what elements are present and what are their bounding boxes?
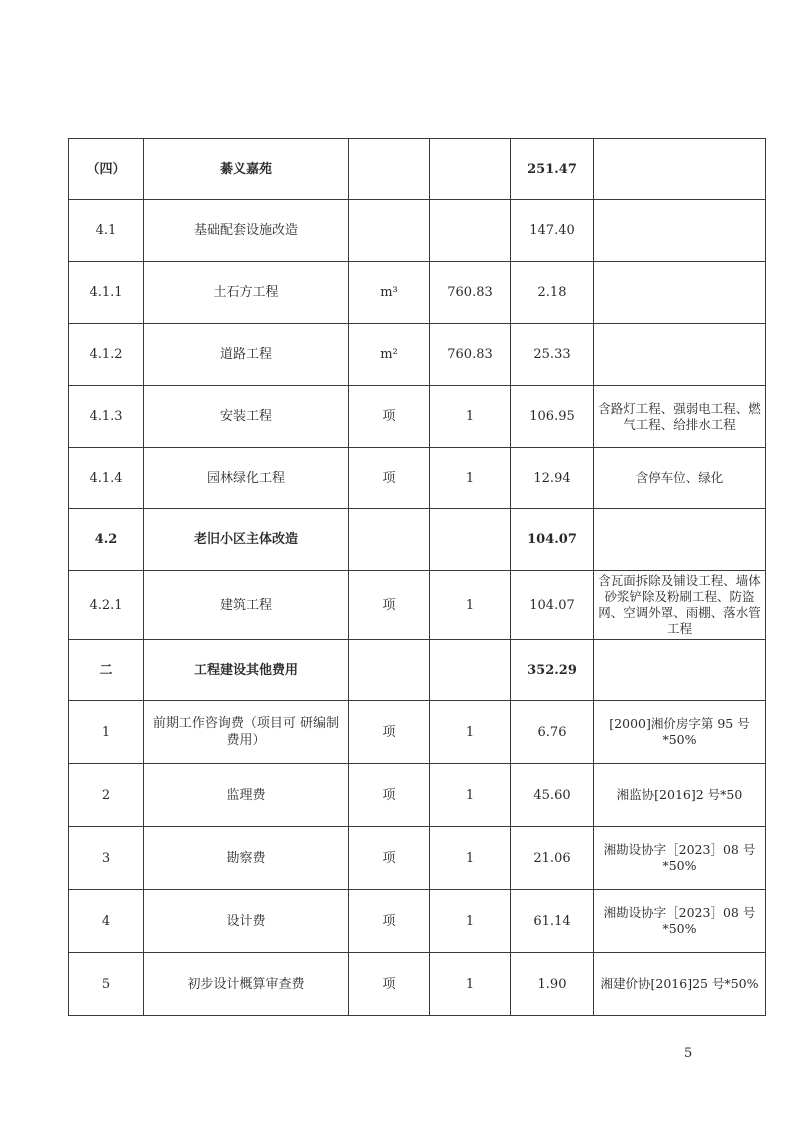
item-amount: 12.94 [511, 448, 594, 509]
item-amount: 147.40 [511, 200, 594, 262]
item-number: 3 [69, 827, 144, 890]
item-amount: 45.60 [511, 764, 594, 827]
item-unit [349, 139, 430, 200]
cost-table [68, 138, 766, 1016]
item-quantity: 1 [430, 827, 511, 890]
item-number: （四） [69, 139, 144, 200]
table-row [69, 890, 766, 953]
table-row [69, 262, 766, 324]
item-number: 4.2.1 [69, 571, 144, 640]
item-number: 4.1.4 [69, 448, 144, 509]
item-unit: 项 [349, 827, 430, 890]
item-name: 道路工程 [144, 324, 349, 386]
page-number: 5 [684, 1046, 693, 1061]
item-number: 4.1.1 [69, 262, 144, 324]
item-unit: m³ [349, 262, 430, 324]
item-name: 綦义嘉苑 [144, 139, 349, 200]
item-amount: 251.47 [511, 139, 594, 200]
table-row [69, 571, 766, 640]
item-number: 1 [69, 701, 144, 764]
item-name: 建筑工程 [144, 571, 349, 640]
item-amount: 106.95 [511, 386, 594, 448]
item-name: 老旧小区主体改造 [144, 509, 349, 571]
item-quantity: 1 [430, 448, 511, 509]
item-name: 初步设计概算审查费 [144, 953, 349, 1016]
item-quantity: 760.83 [430, 262, 511, 324]
item-name: 园林绿化工程 [144, 448, 349, 509]
item-name: 土石方工程 [144, 262, 349, 324]
item-name: 设计费 [144, 890, 349, 953]
item-unit: m² [349, 324, 430, 386]
item-amount: 61.14 [511, 890, 594, 953]
item-amount: 6.76 [511, 701, 594, 764]
item-number: 二 [69, 640, 144, 701]
table-row [69, 139, 766, 200]
item-unit: 项 [349, 953, 430, 1016]
item-note [594, 640, 766, 701]
item-note: [2000]湘价房字第 95 号*50% [594, 701, 766, 764]
item-quantity: 1 [430, 701, 511, 764]
item-note [594, 200, 766, 262]
item-unit [349, 200, 430, 262]
item-quantity: 1 [430, 890, 511, 953]
table-row [69, 509, 766, 571]
item-note [594, 139, 766, 200]
item-number: 4.1.2 [69, 324, 144, 386]
item-unit: 项 [349, 701, 430, 764]
item-number: 2 [69, 764, 144, 827]
item-note [594, 509, 766, 571]
item-name: 基础配套设施改造 [144, 200, 349, 262]
item-amount: 352.29 [511, 640, 594, 701]
item-note: 湘勘设协字［2023］08 号*50% [594, 827, 766, 890]
item-number: 4.1.3 [69, 386, 144, 448]
item-unit: 项 [349, 448, 430, 509]
item-quantity: 1 [430, 953, 511, 1016]
table-row [69, 448, 766, 509]
table-row [69, 386, 766, 448]
item-amount: 21.06 [511, 827, 594, 890]
item-note: 含瓦面拆除及铺设工程、墙体砂浆铲除及粉刷工程、防盗网、空调外罩、雨棚、落水管工程 [594, 571, 766, 640]
item-note: 湘勘设协字［2023］08 号*50% [594, 890, 766, 953]
item-note [594, 262, 766, 324]
table-row [69, 200, 766, 262]
item-number: 4 [69, 890, 144, 953]
item-unit: 项 [349, 386, 430, 448]
item-quantity [430, 509, 511, 571]
table-row [69, 324, 766, 386]
item-amount: 2.18 [511, 262, 594, 324]
item-name: 监理费 [144, 764, 349, 827]
table-row [69, 764, 766, 827]
item-unit [349, 509, 430, 571]
item-quantity: 1 [430, 386, 511, 448]
item-note [594, 324, 766, 386]
cost-table-container [68, 138, 761, 1016]
item-quantity [430, 640, 511, 701]
item-unit: 项 [349, 890, 430, 953]
item-quantity: 760.83 [430, 324, 511, 386]
table-row [69, 953, 766, 1016]
table-row [69, 827, 766, 890]
item-note: 含停车位、绿化 [594, 448, 766, 509]
item-quantity: 1 [430, 764, 511, 827]
item-name: 工程建设其他费用 [144, 640, 349, 701]
item-note: 湘建价协[2016]25 号*50% [594, 953, 766, 1016]
item-amount: 25.33 [511, 324, 594, 386]
table-row [69, 640, 766, 701]
item-amount: 1.90 [511, 953, 594, 1016]
item-unit: 项 [349, 571, 430, 640]
item-quantity: 1 [430, 571, 511, 640]
item-quantity [430, 200, 511, 262]
item-number: 4.2 [69, 509, 144, 571]
table-row [69, 701, 766, 764]
item-number: 4.1 [69, 200, 144, 262]
item-name: 安装工程 [144, 386, 349, 448]
item-number: 5 [69, 953, 144, 1016]
item-name: 前期工作咨询费（项目可 研编制费用） [144, 701, 349, 764]
item-name: 勘察费 [144, 827, 349, 890]
item-note: 含路灯工程、强弱电工程、燃气工程、给排水工程 [594, 386, 766, 448]
item-quantity [430, 139, 511, 200]
item-unit: 项 [349, 764, 430, 827]
item-unit [349, 640, 430, 701]
item-amount: 104.07 [511, 509, 594, 571]
item-note: 湘监协[2016]2 号*50 [594, 764, 766, 827]
item-amount: 104.07 [511, 571, 594, 640]
